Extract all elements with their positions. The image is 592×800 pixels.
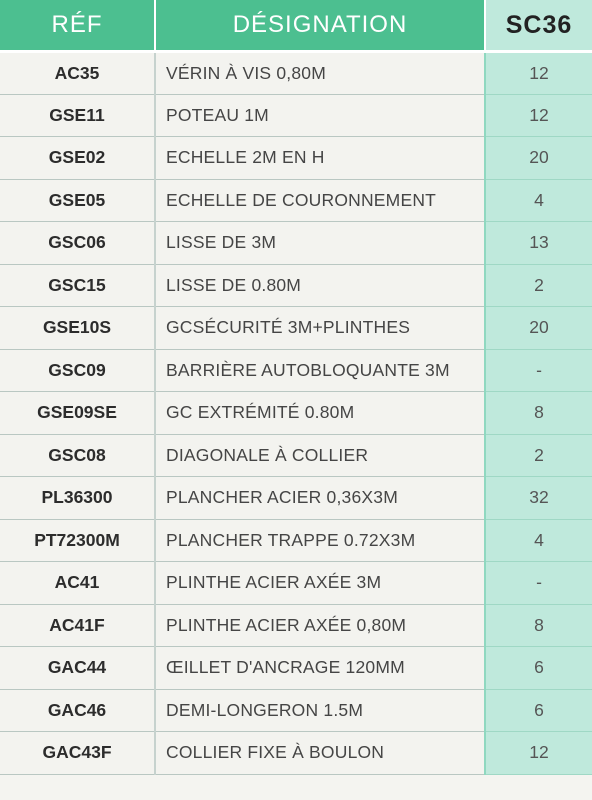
ref-cell: GSE09SE: [0, 392, 155, 435]
qty-cell: 12: [485, 94, 592, 137]
designation-cell: ŒILLET D'ANCRAGE 120MM: [155, 647, 485, 690]
qty-cell: -: [485, 349, 592, 392]
ref-cell: GSE10S: [0, 307, 155, 350]
table-row: [0, 477, 592, 520]
ref-cell: AC41: [0, 562, 155, 605]
table-row: [0, 94, 592, 137]
designation-cell: PLINTHE ACIER AXÉE 0,80M: [155, 604, 485, 647]
table-row: [0, 137, 592, 180]
designation-cell: COLLIER FIXE À BOULON: [155, 732, 485, 775]
table-row: [0, 562, 592, 605]
table-row: [0, 349, 592, 392]
designation-cell: VÉRIN À VIS 0,80M: [155, 52, 485, 95]
designation-cell: LISSE DE 0.80M: [155, 264, 485, 307]
qty-cell: -: [485, 562, 592, 605]
table-row: [0, 604, 592, 647]
designation-cell: GC EXTRÉMITÉ 0.80M: [155, 392, 485, 435]
table-row: [0, 689, 592, 732]
qty-cell: 4: [485, 519, 592, 562]
designation-cell: LISSE DE 3M: [155, 222, 485, 265]
designation-cell: ECHELLE 2M EN H: [155, 137, 485, 180]
ref-cell: GSE05: [0, 179, 155, 222]
ref-cell: PL36300: [0, 477, 155, 520]
ref-cell: GAC44: [0, 647, 155, 690]
ref-cell: GSE11: [0, 94, 155, 137]
designation-cell: DEMI-LONGERON 1.5M: [155, 689, 485, 732]
designation-cell: PLANCHER ACIER 0,36X3M: [155, 477, 485, 520]
table-row: [0, 647, 592, 690]
qty-cell: 8: [485, 604, 592, 647]
table-row: [0, 434, 592, 477]
qty-cell: 2: [485, 434, 592, 477]
ref-cell: AC41F: [0, 604, 155, 647]
qty-cell: 32: [485, 477, 592, 520]
designation-cell: PLINTHE ACIER AXÉE 3M: [155, 562, 485, 605]
designation-cell: DIAGONALE À COLLIER: [155, 434, 485, 477]
qty-cell: 6: [485, 647, 592, 690]
qty-cell: 4: [485, 179, 592, 222]
table-row: [0, 307, 592, 350]
table-body: [0, 52, 592, 775]
qty-cell: 12: [485, 52, 592, 95]
ref-cell: GSC09: [0, 349, 155, 392]
header-designation: DÉSIGNATION: [155, 0, 485, 52]
table-row: [0, 519, 592, 562]
ref-cell: GSE02: [0, 137, 155, 180]
designation-cell: ECHELLE DE COURONNEMENT: [155, 179, 485, 222]
table-row: [0, 392, 592, 435]
ref-cell: GSC06: [0, 222, 155, 265]
qty-cell: 8: [485, 392, 592, 435]
ref-cell: GAC46: [0, 689, 155, 732]
ref-cell: PT72300M: [0, 519, 155, 562]
qty-cell: 13: [485, 222, 592, 265]
qty-cell: 2: [485, 264, 592, 307]
qty-cell: 20: [485, 137, 592, 180]
header-ref: RÉF: [0, 0, 155, 52]
qty-cell: 20: [485, 307, 592, 350]
table-row: [0, 732, 592, 775]
ref-cell: AC35: [0, 52, 155, 95]
ref-cell: GSC15: [0, 264, 155, 307]
table-row: [0, 179, 592, 222]
table-row: [0, 52, 592, 95]
table-header: [0, 0, 592, 52]
ref-cell: GSC08: [0, 434, 155, 477]
designation-cell: POTEAU 1M: [155, 94, 485, 137]
table-row: [0, 264, 592, 307]
qty-cell: 12: [485, 732, 592, 775]
table-row: [0, 222, 592, 265]
qty-cell: 6: [485, 689, 592, 732]
designation-cell: PLANCHER TRAPPE 0.72X3M: [155, 519, 485, 562]
ref-cell: GAC43F: [0, 732, 155, 775]
designation-cell: BARRIÈRE AUTOBLOQUANTE 3M: [155, 349, 485, 392]
header-row: [0, 0, 592, 52]
designation-cell: GCSÉCURITÉ 3M+PLINTHES: [155, 307, 485, 350]
header-qty: SC36: [485, 0, 592, 52]
